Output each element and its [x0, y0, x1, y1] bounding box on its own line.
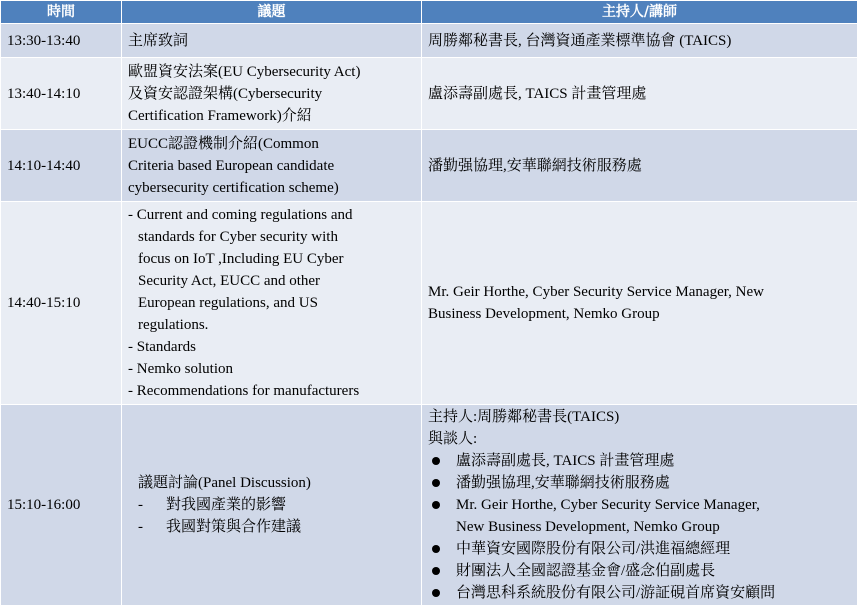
panelist-text: 潘勤强協理,安華聯網技術服務處 [456, 475, 670, 491]
host-text: Mr. Geir Horthe, Cyber Security Service Manager, New [428, 284, 764, 300]
host-cell [422, 202, 857, 405]
panel-point: - 對我國產業的影響 [138, 497, 287, 513]
panelist-item [428, 560, 851, 582]
host-cell [422, 405, 857, 606]
panelist-text: 財團法人全國認證基金會/盛念伯副處長 [456, 563, 716, 579]
topic-list-item-continued: Security Act, EUCC and other [138, 273, 321, 289]
panelist-item [428, 494, 851, 538]
topic-list [128, 204, 415, 402]
topic-list-item-continued: European regulations, and US [138, 295, 318, 311]
header-topic: 議題 [122, 1, 422, 24]
host-text: 周勝鄰秘書長, 台灣資通產業標準協會 (TAICS) [428, 32, 732, 49]
panelist-text: 中華資安國際股份有限公司/洪進福總經理 [456, 541, 731, 557]
agenda-row [1, 130, 857, 202]
topic-cell [122, 405, 422, 606]
panelist-item [428, 538, 851, 560]
topic-text: 歐盟資安法案(EU Cybersecurity Act) [128, 63, 361, 80]
topic-list-item: - Standards [128, 336, 415, 358]
topic-list-item: - Nemko solution [128, 358, 415, 380]
agenda-row [1, 202, 857, 405]
host-text: Business Development, Nemko Group [428, 306, 660, 322]
time-cell: 14:10-14:40 [1, 130, 122, 202]
bullet-icon [432, 479, 440, 487]
header-time: 時間 [1, 1, 122, 24]
panelist-text: Mr. Geir Horthe, Cyber Security Service Manager, [456, 497, 760, 513]
panelist-item [428, 582, 851, 604]
topic-text: cybersecurity certification scheme) [128, 179, 339, 196]
panel-point: - 我國對策與合作建議 [138, 519, 302, 535]
time-cell: 13:40-14:10 [1, 58, 122, 130]
panel-topic [128, 472, 415, 538]
topic-list-item: - Current and coming regulations and [128, 204, 415, 226]
bullet-icon [432, 589, 440, 597]
panel-title: 議題討論(Panel Discussion) [138, 475, 311, 491]
panelists-label: 與談人: [428, 431, 478, 447]
bullet-icon [432, 567, 440, 575]
panelist-item [428, 450, 851, 472]
panelist-text: 盧添壽副處長, TAICS 計畫管理處 [456, 453, 675, 469]
bullet-icon [432, 501, 440, 509]
topic-list-item-continued: standards for Cyber security with [138, 229, 338, 245]
bullet-icon [432, 545, 440, 553]
host-text: 潘勤强協理,安華聯網技術服務處 [428, 157, 642, 174]
panelist-list [428, 450, 851, 604]
topic-list-item-continued: regulations. [138, 317, 209, 333]
agenda-row [1, 58, 857, 130]
agenda-row [1, 405, 857, 606]
time-cell: 13:30-13:40 [1, 24, 122, 58]
header-host: 主持人/講師 [422, 1, 857, 24]
panelist-text-continued: New Business Development, Nemko Group [456, 519, 720, 535]
topic-text: 及資安認證架構(Cybersecurity [128, 85, 323, 102]
panel-point-text: 我國對策與合作建議 [166, 519, 302, 535]
bullet-icon [432, 457, 440, 465]
topic-cell [122, 130, 422, 202]
time-cell: 15:10-16:00 [1, 405, 122, 606]
panelist-text: 台灣思科系統股份有限公司/游証硯首席資安顧問 [456, 585, 776, 601]
topic-text: Criteria based European candidate [128, 157, 335, 174]
host-text: 盧添壽副處長, TAICS 計畫管理處 [428, 85, 647, 102]
host-lead: 主持人:周勝鄰秘書長(TAICS) [428, 409, 620, 425]
topic-list-item: - Recommendations for manufacturers [128, 380, 415, 402]
host-cell [422, 130, 857, 202]
agenda-row [1, 24, 857, 58]
host-cell [422, 24, 857, 58]
panelist-item [428, 472, 851, 494]
header-row [1, 1, 857, 24]
host-cell [422, 58, 857, 130]
topic-cell [122, 58, 422, 130]
panel-point-text: 對我國產業的影響 [166, 497, 287, 513]
topic-cell [122, 202, 422, 405]
topic-text: Certification Framework)介紹 [128, 107, 312, 124]
topic-text: EUCC認證機制介紹(Common [128, 135, 319, 152]
topic-text: 主席致詞 [128, 32, 189, 49]
topic-cell [122, 24, 422, 58]
time-cell: 14:40-15:10 [1, 202, 122, 405]
topic-list-item-continued: focus on IoT ,Including EU Cyber [138, 251, 344, 267]
